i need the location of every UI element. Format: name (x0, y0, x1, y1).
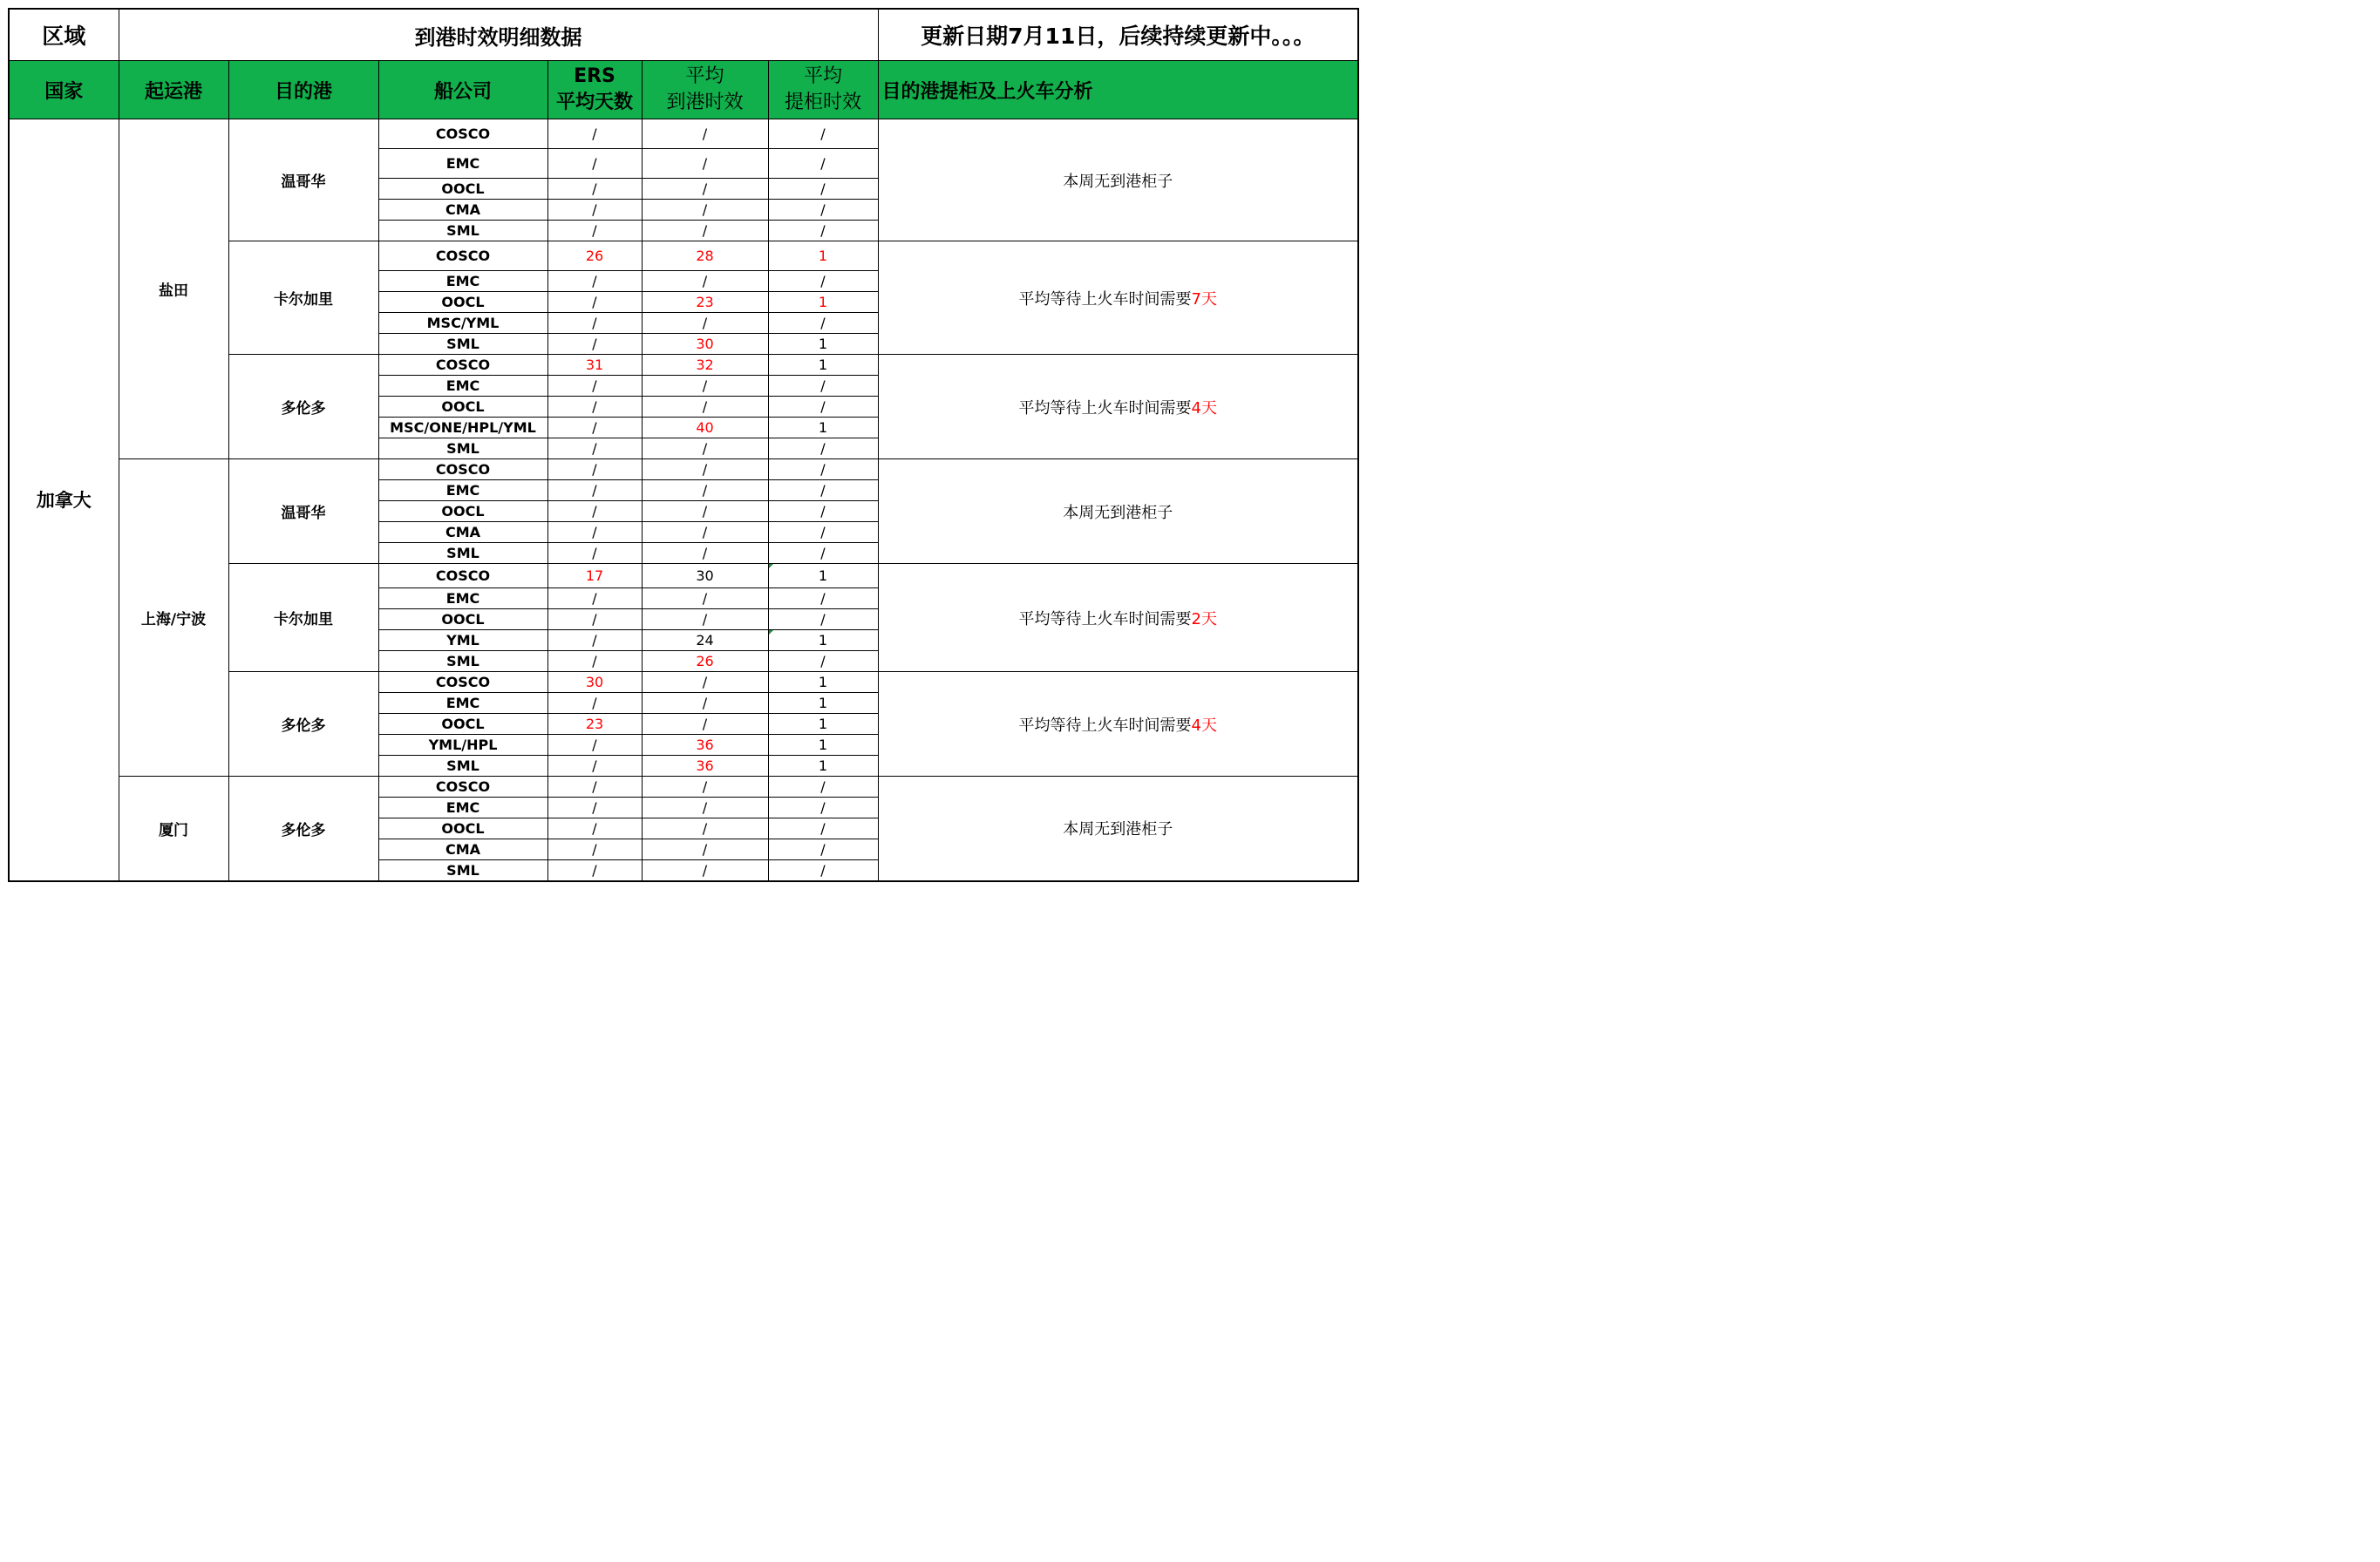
carrier-cell: EMC (378, 376, 547, 397)
arrival-value-cell: / (642, 149, 768, 179)
table-row (9, 777, 1358, 798)
carrier-cell: OOCL (378, 714, 547, 735)
arrival-value-cell: 24 (642, 630, 768, 651)
title-row (9, 9, 1358, 61)
analysis-note-cell (878, 241, 1358, 355)
analysis-note-text: 平均等待上火车时间需要 (1018, 289, 1192, 309)
arrival-value-cell: / (642, 221, 768, 241)
pickup-value-cell: / (768, 200, 878, 221)
pickup-value-cell: / (768, 313, 878, 334)
carrier-cell: SML (378, 651, 547, 672)
pickup-value-cell: 1 (768, 630, 878, 651)
country-cell: 加拿大 (9, 119, 119, 881)
carrier-cell: OOCL (378, 609, 547, 630)
ers-value-cell: / (547, 271, 642, 292)
pickup-value-cell: / (768, 480, 878, 501)
ers-value-cell: / (547, 459, 642, 480)
carrier-cell: MSC/YML (378, 313, 547, 334)
pickup-value-cell: / (768, 119, 878, 149)
analysis-note-cell (878, 459, 1358, 564)
pickup-value-cell: / (768, 501, 878, 522)
carrier-cell: OOCL (378, 179, 547, 200)
pickup-value-cell: / (768, 543, 878, 564)
ers-value-cell: / (547, 630, 642, 651)
ers-value-cell: / (547, 418, 642, 438)
ers-value-cell: / (547, 818, 642, 839)
destination-port-cell: 多伦多 (228, 777, 378, 881)
destination-port-cell: 多伦多 (228, 355, 378, 459)
pickup-value-cell: / (768, 839, 878, 860)
pickup-value-cell: / (768, 651, 878, 672)
pickup-value-cell: 1 (768, 672, 878, 693)
destination-port-cell: 多伦多 (228, 672, 378, 777)
analysis-note-text: 平均等待上火车时间需要 (1018, 716, 1192, 735)
origin-port-cell: 厦门 (119, 777, 228, 881)
arrival-value-cell: / (642, 271, 768, 292)
pickup-value-cell: / (768, 438, 878, 459)
ers-value-cell: / (547, 860, 642, 881)
arrival-value-cell: 40 (642, 418, 768, 438)
ers-value-cell: / (547, 522, 642, 543)
header-avg-arrival (642, 61, 768, 119)
header-pickup-line2: 提柜时效 (784, 92, 861, 113)
ers-value-cell: / (547, 334, 642, 355)
carrier-cell: MSC/ONE/HPL/YML (378, 418, 547, 438)
ers-value-cell: / (547, 588, 642, 609)
pickup-value-cell: / (768, 149, 878, 179)
ers-value-cell: 26 (547, 241, 642, 271)
carrier-cell: SML (378, 221, 547, 241)
ers-value-cell: / (547, 292, 642, 313)
header-origin: 起运港 (119, 61, 228, 119)
pickup-value-cell: / (768, 179, 878, 200)
ers-value-cell: / (547, 798, 642, 818)
header-analysis: 目的港提柜及上火车分析 (878, 61, 1358, 119)
arrival-value-cell: / (642, 119, 768, 149)
column-header-row (9, 61, 1358, 119)
carrier-cell: CMA (378, 839, 547, 860)
ers-value-cell: / (547, 438, 642, 459)
ers-value-cell: 17 (547, 564, 642, 588)
destination-port-cell: 卡尔加里 (228, 241, 378, 355)
arrival-value-cell: / (642, 501, 768, 522)
ers-value-cell: / (547, 480, 642, 501)
ers-value-cell: / (547, 735, 642, 756)
arrival-value-cell: / (642, 588, 768, 609)
pickup-value-cell: 1 (768, 355, 878, 376)
ers-value-cell: / (547, 543, 642, 564)
analysis-note-text: 本周无到港柜子 (1063, 503, 1173, 522)
arrival-value-cell: 36 (642, 735, 768, 756)
carrier-cell: YML/HPL (378, 735, 547, 756)
ers-value-cell: / (547, 149, 642, 179)
carrier-cell: SML (378, 860, 547, 881)
arrival-value-cell: / (642, 397, 768, 418)
pickup-value-cell: / (768, 221, 878, 241)
analysis-note-days: 4天 (1191, 716, 1217, 735)
pickup-value-cell: / (768, 271, 878, 292)
arrival-value-cell: 30 (642, 334, 768, 355)
arrival-value-cell: 26 (642, 651, 768, 672)
arrival-value-cell: 23 (642, 292, 768, 313)
header-avg-pickup (768, 61, 878, 119)
carrier-cell: COSCO (378, 119, 547, 149)
header-arrival-line1: 平均 (685, 65, 724, 87)
carrier-cell: EMC (378, 693, 547, 714)
carrier-cell: SML (378, 543, 547, 564)
arrival-value-cell: / (642, 839, 768, 860)
analysis-note-text: 本周无到港柜子 (1063, 820, 1173, 839)
table-row (9, 119, 1358, 149)
pickup-value-cell: 1 (768, 418, 878, 438)
analysis-note-cell (878, 777, 1358, 881)
carrier-cell: COSCO (378, 672, 547, 693)
header-destination: 目的港 (228, 61, 378, 119)
sheet-title: 到港时效明细数据 (119, 9, 878, 61)
pickup-value-cell: 1 (768, 241, 878, 271)
arrival-value-cell: / (642, 609, 768, 630)
ers-value-cell: / (547, 501, 642, 522)
carrier-cell: COSCO (378, 355, 547, 376)
carrier-cell: SML (378, 334, 547, 355)
analysis-note-text: 平均等待上火车时间需要 (1018, 398, 1192, 418)
carrier-cell: COSCO (378, 777, 547, 798)
update-date-note: 更新日期7月11日，后续持续更新中。。。 (878, 9, 1358, 61)
carrier-cell: EMC (378, 588, 547, 609)
table-row (9, 459, 1358, 480)
analysis-note-days: 7天 (1191, 289, 1217, 309)
ers-value-cell: 30 (547, 672, 642, 693)
ers-value-cell: / (547, 397, 642, 418)
ers-value-cell: / (547, 376, 642, 397)
carrier-cell: COSCO (378, 241, 547, 271)
analysis-note-cell (878, 672, 1358, 777)
analysis-note-text: 本周无到港柜子 (1063, 172, 1173, 191)
pickup-value-cell: / (768, 522, 878, 543)
analysis-note-text: 平均等待上火车时间需要 (1018, 609, 1192, 628)
header-country: 国家 (9, 61, 119, 119)
arrival-value-cell: / (642, 714, 768, 735)
pickup-value-cell: / (768, 818, 878, 839)
ers-value-cell: / (547, 221, 642, 241)
pickup-value-cell: 1 (768, 735, 878, 756)
arrival-value-cell: / (642, 438, 768, 459)
ers-value-cell: / (547, 777, 642, 798)
carrier-cell: EMC (378, 271, 547, 292)
arrival-value-cell: 30 (642, 564, 768, 588)
header-arrival-line2: 到港时效 (666, 92, 744, 113)
ers-value-cell: / (547, 119, 642, 149)
pickup-value-cell: / (768, 798, 878, 818)
arrival-value-cell: 32 (642, 355, 768, 376)
carrier-cell: COSCO (378, 459, 547, 480)
pickup-value-cell: / (768, 609, 878, 630)
pickup-value-cell: / (768, 376, 878, 397)
ers-value-cell: / (547, 313, 642, 334)
destination-port-cell: 卡尔加里 (228, 564, 378, 672)
analysis-note-cell (878, 564, 1358, 672)
pickup-value-cell: / (768, 588, 878, 609)
arrival-value-cell: / (642, 480, 768, 501)
header-ers-line2: 平均天数 (555, 92, 633, 113)
arrival-value-cell: / (642, 860, 768, 881)
carrier-cell: EMC (378, 480, 547, 501)
pickup-value-cell: / (768, 459, 878, 480)
origin-port-cell: 上海/宁波 (119, 459, 228, 777)
analysis-note-cell (878, 355, 1358, 459)
arrival-value-cell: / (642, 179, 768, 200)
carrier-cell: SML (378, 438, 547, 459)
analysis-note-days: 4天 (1191, 398, 1217, 418)
ers-value-cell: 23 (547, 714, 642, 735)
carrier-cell: COSCO (378, 564, 547, 588)
transit-time-table (8, 8, 1359, 882)
carrier-cell: CMA (378, 200, 547, 221)
ers-value-cell: / (547, 693, 642, 714)
ers-value-cell: / (547, 756, 642, 777)
header-pickup-line1: 平均 (803, 65, 842, 87)
pickup-value-cell: 1 (768, 756, 878, 777)
arrival-value-cell: / (642, 672, 768, 693)
arrival-value-cell: / (642, 777, 768, 798)
arrival-value-cell: / (642, 818, 768, 839)
arrival-value-cell: / (642, 459, 768, 480)
pickup-value-cell: / (768, 777, 878, 798)
arrival-value-cell: / (642, 200, 768, 221)
carrier-cell: EMC (378, 798, 547, 818)
pickup-value-cell: 1 (768, 714, 878, 735)
destination-port-cell: 温哥华 (228, 119, 378, 241)
arrival-value-cell: 28 (642, 241, 768, 271)
carrier-cell: OOCL (378, 397, 547, 418)
arrival-value-cell: / (642, 798, 768, 818)
analysis-note-cell (878, 119, 1358, 241)
header-carrier: 船公司 (378, 61, 547, 119)
ers-value-cell: / (547, 179, 642, 200)
arrival-value-cell: / (642, 522, 768, 543)
header-ers-days (547, 61, 642, 119)
region-label: 区域 (9, 9, 119, 61)
ers-value-cell: / (547, 651, 642, 672)
origin-port-cell: 盐田 (119, 119, 228, 459)
ers-value-cell: / (547, 609, 642, 630)
arrival-value-cell: 36 (642, 756, 768, 777)
arrival-value-cell: / (642, 543, 768, 564)
carrier-cell: YML (378, 630, 547, 651)
carrier-cell: SML (378, 756, 547, 777)
carrier-cell: OOCL (378, 818, 547, 839)
arrival-value-cell: / (642, 693, 768, 714)
pickup-value-cell: 1 (768, 334, 878, 355)
carrier-cell: CMA (378, 522, 547, 543)
pickup-value-cell: 1 (768, 292, 878, 313)
arrival-value-cell: / (642, 376, 768, 397)
destination-port-cell: 温哥华 (228, 459, 378, 564)
pickup-value-cell: / (768, 397, 878, 418)
ers-value-cell: / (547, 200, 642, 221)
pickup-value-cell: 1 (768, 693, 878, 714)
ers-value-cell: 31 (547, 355, 642, 376)
header-ers-line1: ERS (574, 65, 615, 87)
arrival-value-cell: / (642, 313, 768, 334)
carrier-cell: EMC (378, 149, 547, 179)
carrier-cell: OOCL (378, 292, 547, 313)
pickup-value-cell: 1 (768, 564, 878, 588)
carrier-cell: OOCL (378, 501, 547, 522)
pickup-value-cell: / (768, 860, 878, 881)
analysis-note-days: 2天 (1191, 609, 1217, 628)
ers-value-cell: / (547, 839, 642, 860)
